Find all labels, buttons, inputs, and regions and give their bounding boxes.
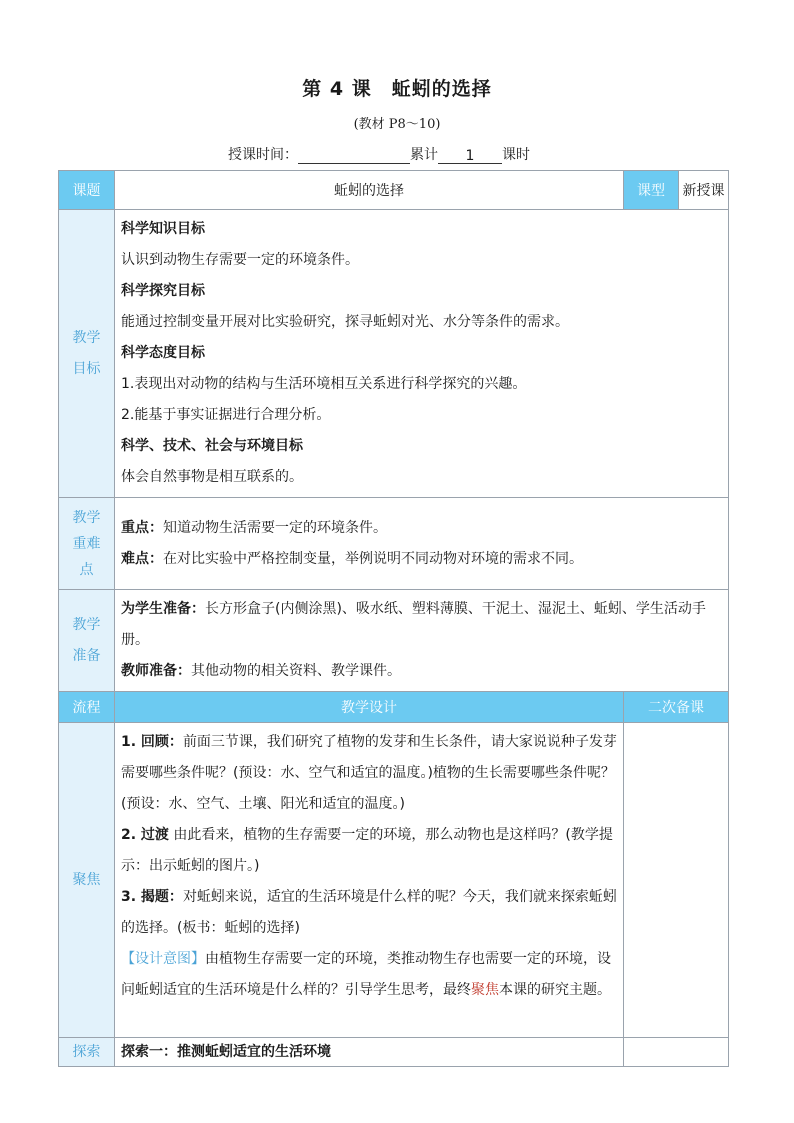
review-text: 前面三节课，我们研究了植物的发芽和生长条件，请大家说说种子发芽需要哪些条件呢？(预设：水、空气和适宜的温度。)植物的生长需要哪些条件呢？(预设：水、空气、土壤、阳光和适宜的温度。) [121, 734, 617, 812]
focus-content [115, 723, 624, 1038]
difficulty-label: 难点： [121, 550, 163, 567]
difficulty-text: 在对比实验中严格控制变量，举例说明不同动物对环境的需求不同。 [163, 550, 583, 567]
lesson-plan-table [58, 170, 729, 1067]
intent-end: 本课的研究主题。 [499, 982, 611, 998]
key-points-row [59, 498, 729, 590]
goal-line: 2.能基于事实证据进行合理分析。 [121, 407, 331, 423]
goal-line: 体会自然事物是相互联系的。 [121, 469, 303, 485]
teacher-prep-label: 教师准备： [121, 663, 191, 679]
focus-row [59, 723, 729, 1038]
preparation-label-text: 教学准备 [72, 616, 101, 664]
explore-section-label: 探索 [59, 1038, 115, 1067]
explore-secondary-cell [624, 1038, 729, 1067]
topic-label: 课题 [59, 171, 115, 210]
student-prep-label: 为学生准备： [121, 601, 205, 617]
reveal-text: 对蚯蚓来说，适宜的生活环境是什么样的呢？今天，我们就来探索蚯蚓的选择。(板书：蚯蚓的选择) [121, 889, 617, 936]
preparation-label [59, 590, 115, 692]
goals-row [59, 210, 729, 498]
key-points-label [59, 498, 115, 590]
focus-label: 重点： [121, 519, 163, 536]
intent-text: 由植物生存需要一定的环境，类推动物生存也需要一定的环境，设问蚯蚓适宜的生活环境是什么样的？引导学生思考，最终 [121, 951, 611, 998]
topic-row [59, 171, 729, 210]
review-label: 1. 回顾： [121, 734, 183, 750]
goal-line: 1.表现出对动物的结构与生活环境相互关系进行科学探究的兴趣。 [121, 376, 527, 392]
textbook-pages: (教材 P8～10) [353, 117, 441, 132]
goal-heading: 科学探究目标 [121, 283, 205, 299]
intent-label: 【设计意图】 [121, 951, 205, 967]
goal-line: 能通过控制变量开展对比实验研究，探寻蚯蚓对光、水分等条件的需求。 [121, 314, 569, 330]
lesson-title: 第 4 课 蚯蚓的选择 [302, 78, 492, 100]
time-blank [298, 148, 410, 164]
focus-secondary-cell [624, 723, 729, 1038]
transition-label: 2. 过渡 [121, 827, 169, 843]
transition-text: 由此看来，植物的生存需要一定的环境，那么动物也是这样吗？(教学提示：出示蚯蚓的图片。) [121, 827, 613, 874]
student-prep-text: 长方形盒子(内侧涂黑)、吸水纸、塑料薄膜、干泥土、湿泥土、蚯蚓、学生活动手册。 [121, 601, 706, 648]
unit-label: 课时 [502, 147, 530, 163]
topic-value: 蚯蚓的选择 [115, 171, 624, 210]
time-label: 授课时间： [228, 147, 298, 163]
process-header: 流程 [59, 692, 115, 723]
reveal-label: 3. 揭题： [121, 889, 183, 905]
class-time-line [228, 144, 530, 164]
intent-highlight: 聚焦 [471, 982, 499, 998]
goals-label [59, 210, 115, 498]
teacher-prep-text: 其他动物的相关资料、教学课件。 [191, 663, 401, 679]
goal-heading: 科学态度目标 [121, 345, 205, 361]
key-points-content [115, 498, 729, 590]
goal-heading: 科学知识目标 [121, 221, 205, 237]
goals-label-text: 教学目标 [72, 329, 101, 377]
explore-row [59, 1038, 729, 1067]
goal-heading: 科学、技术、社会与环境目标 [121, 438, 303, 454]
goals-content [115, 210, 729, 498]
focus-section-label: 聚焦 [59, 723, 115, 1038]
focus-text: 知道动物生活需要一定的环境条件。 [163, 519, 387, 536]
preparation-content [115, 590, 729, 692]
type-label: 课型 [624, 171, 679, 210]
goal-line: 认识到动物生存需要一定的环境条件。 [121, 252, 359, 268]
type-value: 新授课 [679, 171, 729, 210]
total-label: 累计 [410, 147, 438, 163]
key-points-label-text: 教学重难点 [72, 509, 101, 578]
flow-header-row [59, 692, 729, 723]
explore-content: 探索一：推测蚯蚓适宜的生活环境 [115, 1038, 624, 1067]
total-value: 1 [438, 148, 502, 164]
secondary-header: 二次备课 [624, 692, 729, 723]
design-header: 教学设计 [115, 692, 624, 723]
preparation-row [59, 590, 729, 692]
